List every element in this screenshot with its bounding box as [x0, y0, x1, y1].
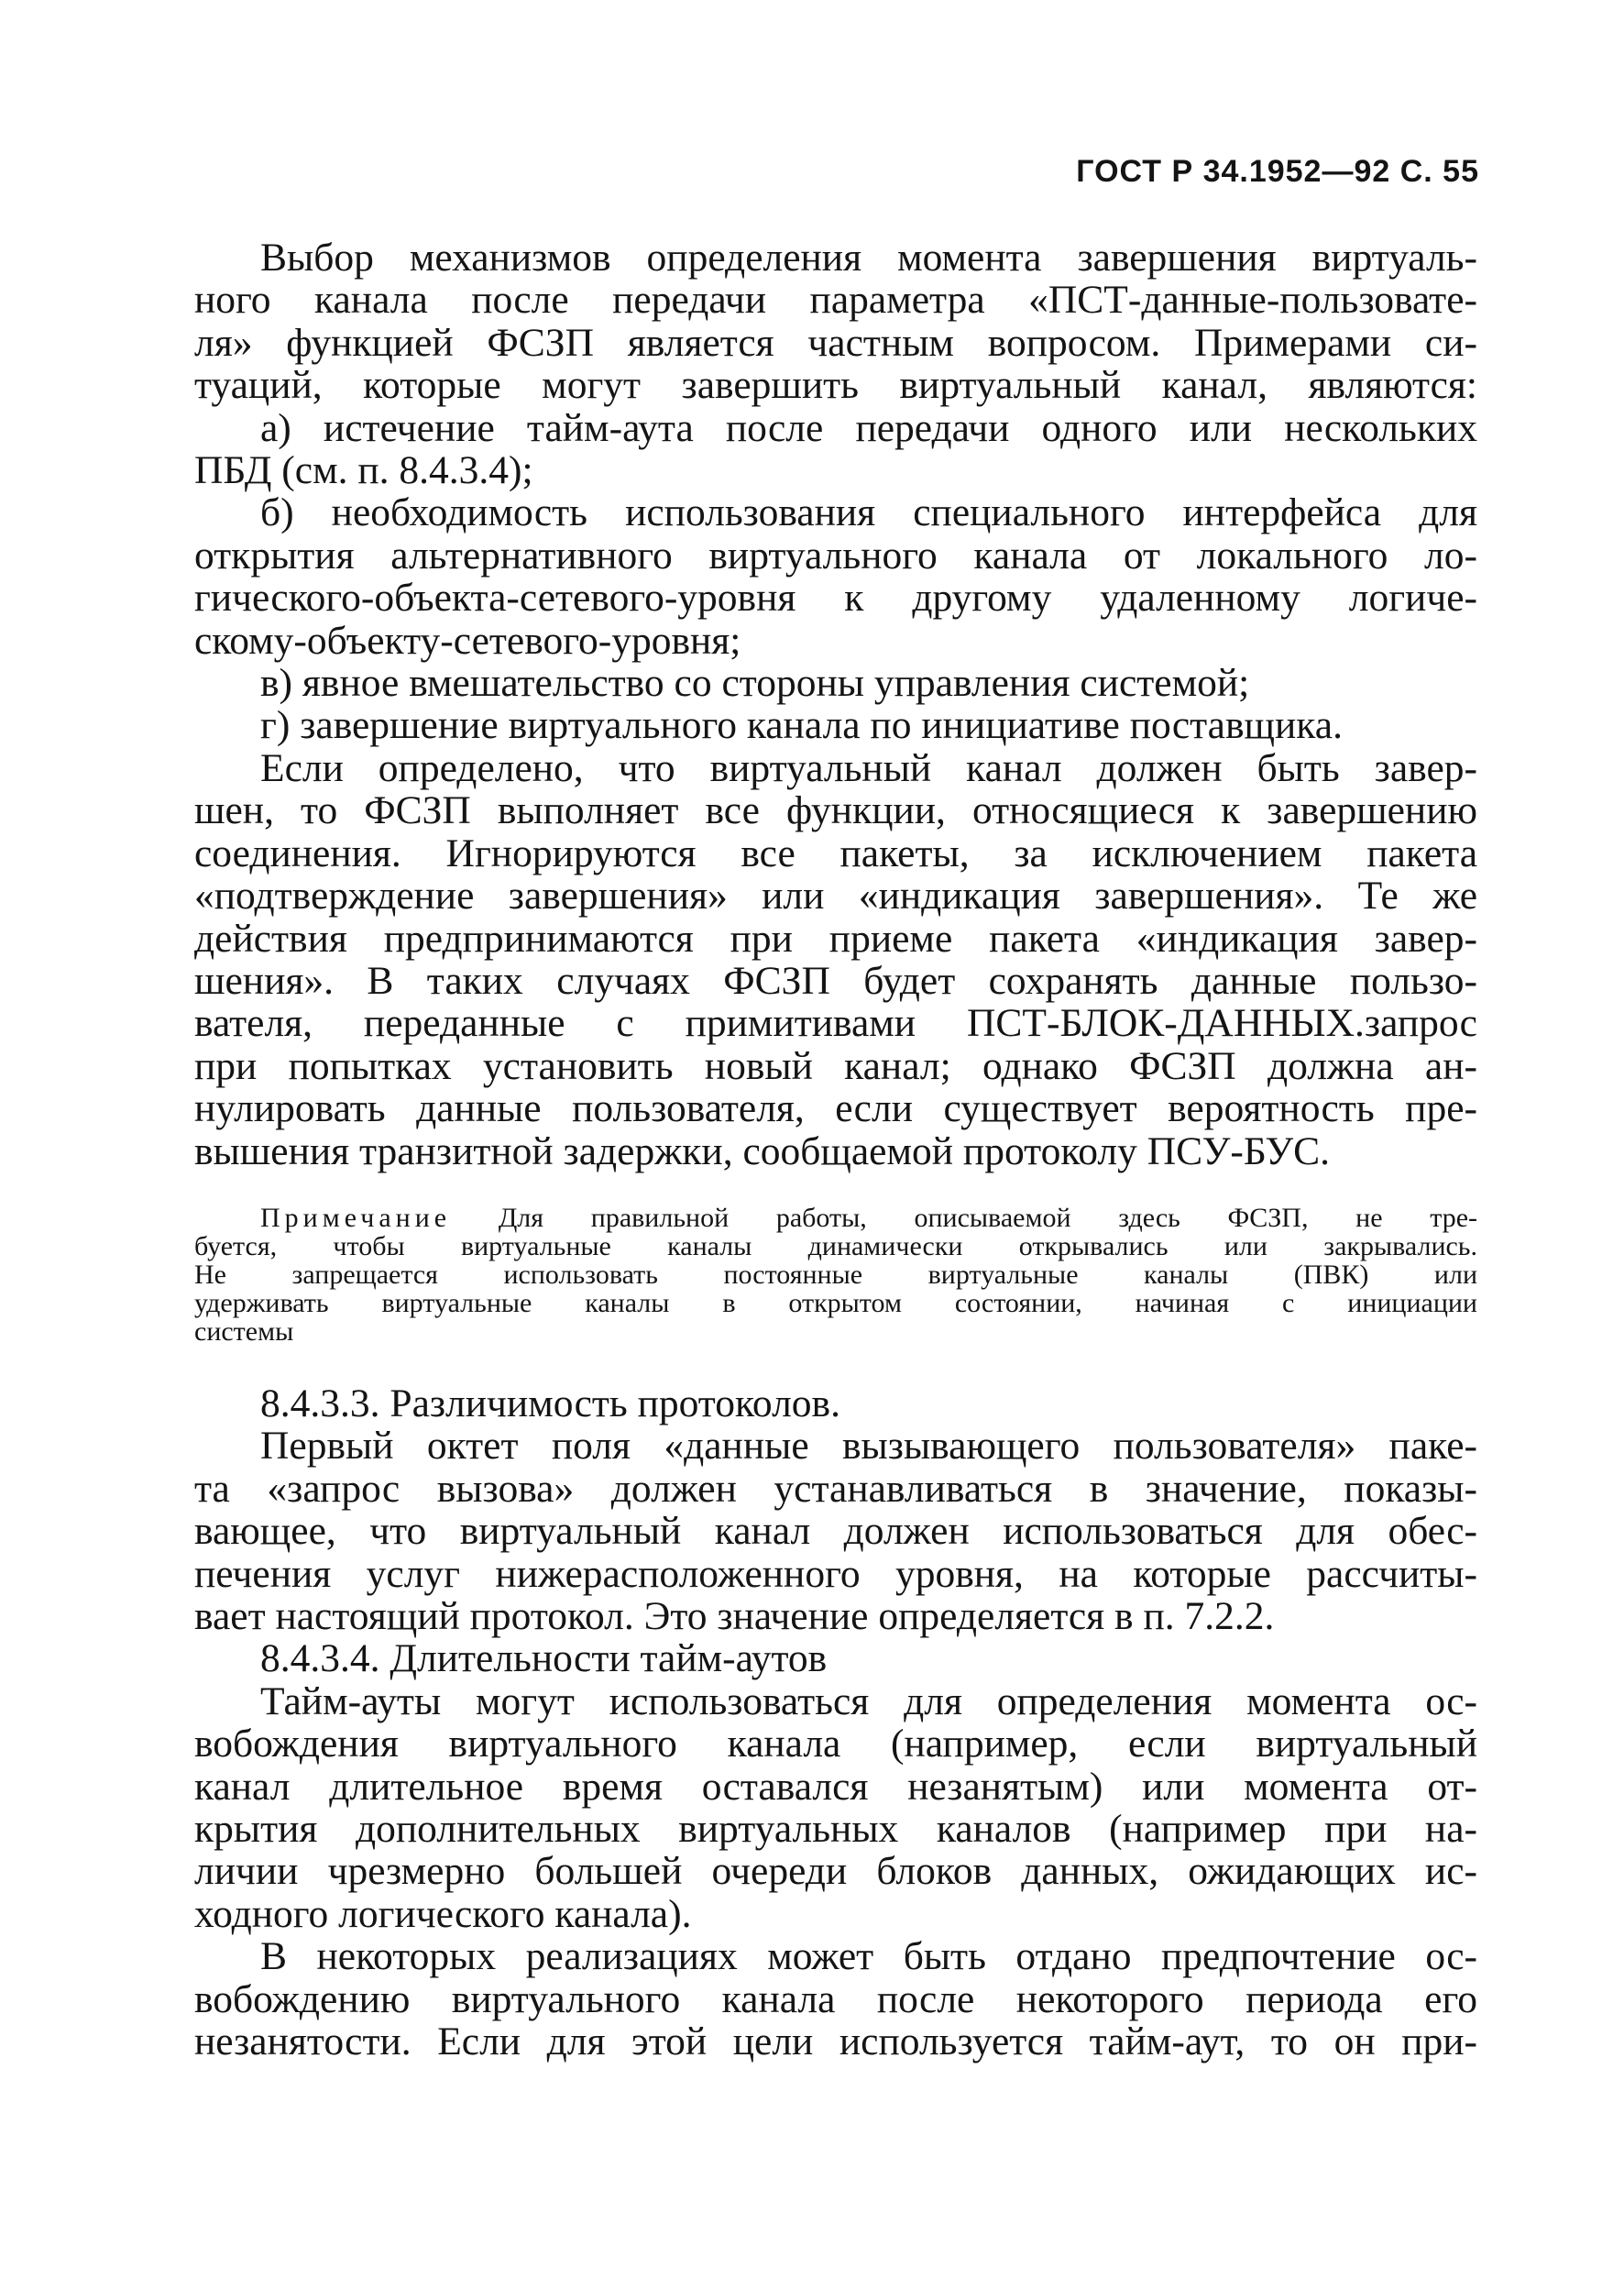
text-line: та «запрос вызова» должен устанавливаться в значение, показы-	[194, 1466, 1477, 1511]
text-line: системы	[194, 1315, 294, 1347]
text-line: шения». В таких случаях ФСЗП будет сохранять данные пользо-	[194, 958, 1477, 1003]
page-header: ГОСТ Р 34.1952—92 С. 55	[1076, 154, 1479, 189]
text-line: ходного логического канала).	[194, 1891, 692, 1936]
text-line: буется, чтобы виртуальные каналы динамически открывались или закрывались.	[194, 1230, 1477, 1261]
text-line: туаций, которые могут завершить виртуальный канал, являются:	[194, 363, 1477, 408]
section-8-4-3-3	[194, 1382, 1477, 1637]
text-line: вателя, переданные с примитивами ПСТ-БЛОК-ДАННЫХ.запрос	[194, 1001, 1477, 1046]
note-block	[194, 1204, 1477, 1346]
text-line: в) явное вмешательство со стороны управления системой;	[260, 661, 1250, 706]
list-item-a	[194, 407, 1477, 492]
list-item-b	[194, 491, 1477, 662]
paragraph-termination	[194, 747, 1477, 1172]
text-line: а) истечение тайм-аута после передачи одного или нескольких	[260, 405, 1477, 450]
text-line: вышения транзитной задержки, сообщаемой протоколу ПСУ-БУС.	[194, 1128, 1331, 1173]
text-line: Не запрещается использовать постоянные виртуальные каналы (ПВК) или	[194, 1259, 1477, 1290]
text-line: вобождения виртуального канала (например, если виртуальный	[194, 1722, 1477, 1766]
text-line: Выбор механизмов определения момента завершения виртуаль-	[260, 236, 1477, 280]
text-line: при попытках установить новый канал; однако ФСЗП должна ан-	[194, 1043, 1477, 1088]
text-line: личии чрезмерно большей очереди блоков данных, ожидающих ис-	[194, 1849, 1477, 1894]
text-line: ПБД (см. п. 8.4.3.4);	[194, 448, 533, 493]
text-line: б) необходимость использования специального интерфейса для	[260, 490, 1477, 535]
section-heading: 8.4.3.3. Различимость протоколов.	[260, 1381, 840, 1425]
text-line: удерживать виртуальные каналы в открытом состоянии, начиная с инициации	[194, 1287, 1477, 1318]
text-line	[194, 1204, 1477, 1232]
text-line: скому-объекту-сетевого-уровня;	[194, 618, 741, 663]
text-line: вает настоящий протокол. Это значение определяется в п. 7.2.2.	[194, 1593, 1275, 1638]
text-line: ного канала после передачи параметра «ПСТ-данные-пользовате-	[194, 278, 1477, 323]
text-line: «подтверждение завершения» или «индикация завершения». Те же	[194, 874, 1477, 919]
document-body	[194, 237, 1477, 2063]
list-item-d	[194, 704, 1477, 746]
text-line: шен, то ФСЗП выполняет все функции, относящиеся к завершению	[194, 788, 1477, 833]
note-text: Для правильной работы, описываемой здесь ФСЗП, не тре-	[498, 1202, 1478, 1233]
text-line: канал длительное время оставался незанятым) или момента от-	[194, 1764, 1477, 1809]
list-item-c	[194, 662, 1477, 704]
text-line: Тайм-ауты могут использоваться для определения момента ос-	[260, 1678, 1477, 1723]
note-label: Примечание	[260, 1202, 452, 1233]
text-line: вобождению виртуального канала после некоторого периода его	[194, 1976, 1477, 2021]
section-heading: 8.4.3.4. Длительности тайм-аутов	[260, 1636, 828, 1681]
paragraph-intro	[194, 237, 1477, 407]
text-line: открытия альтернативного виртуального канала от локального ло-	[194, 533, 1477, 578]
section-8-4-3-4	[194, 1637, 1477, 2063]
text-line: действия предпринимаются при приеме пакета «индикация завер-	[194, 916, 1477, 961]
text-line: крытия дополнительных виртуальных каналов (например при на-	[194, 1807, 1477, 1851]
text-line: печения услуг нижерасположенного уровня, на которые рассчиты-	[194, 1551, 1477, 1596]
text-line: Если определено, что виртуальный канал должен быть завер-	[260, 745, 1477, 790]
text-line: г) завершение виртуального канала по инициативе поставщика.	[260, 703, 1343, 748]
text-line: Первый октет поля «данные вызывающего пользователя» паке-	[260, 1424, 1477, 1469]
text-line: гического-объекта-сетевого-уровня к другому удаленному логиче-	[194, 576, 1477, 621]
text-line: В некоторых реализациях может быть отдано предпочтение ос-	[260, 1934, 1477, 1979]
text-line: незанятости. Если для этой цели используется тайм-аут, то он при-	[194, 2019, 1477, 2064]
text-line: соединения. Игнорируются все пакеты, за исключением пакета	[194, 831, 1477, 875]
text-line: ля» функцией ФСЗП является частным вопросом. Примерами си-	[194, 320, 1477, 365]
text-line: нулировать данные пользователя, если существует вероятность пре-	[194, 1086, 1477, 1131]
text-line: вающее, что виртуальный канал должен использоваться для обес-	[194, 1509, 1477, 1554]
